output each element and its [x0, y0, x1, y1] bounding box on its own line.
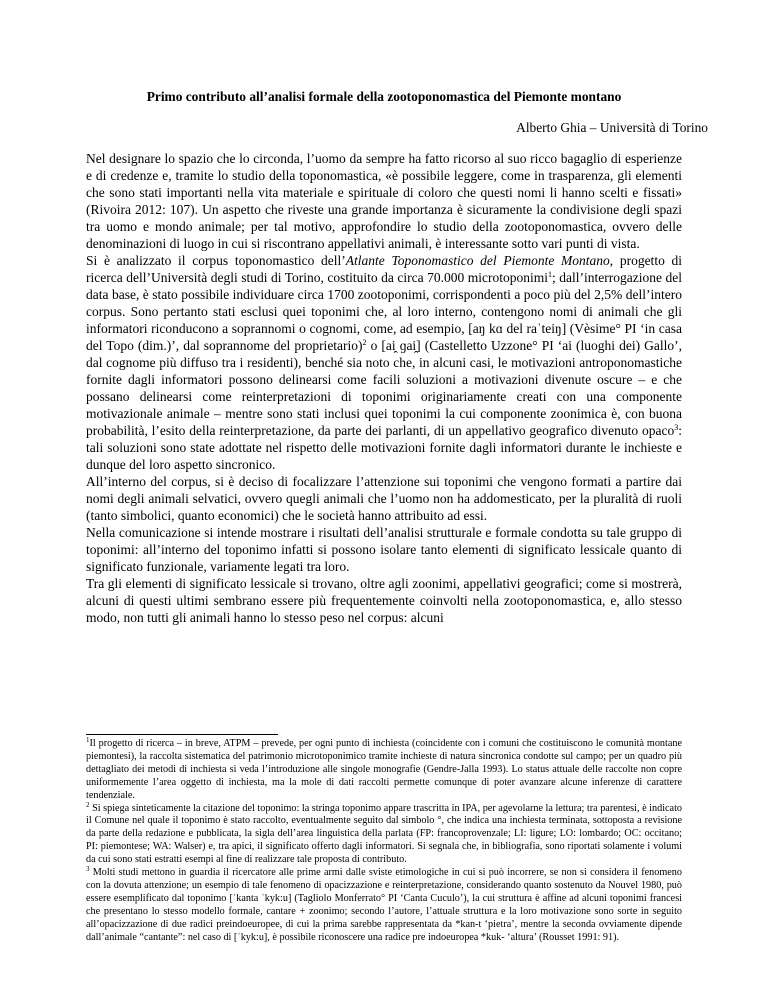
author-line: Alberto Ghia – Università di Torino: [516, 120, 708, 135]
paragraph-2-part-a: Si è analizzato il corpus toponomastico dell’: [86, 253, 346, 268]
document-title: Primo contributo all’analisi formale della zootoponomastica del Piemonte montano: [146, 89, 622, 104]
footnote-1: [86, 738, 682, 803]
paragraph-4: Nella comunicazione si intende mostrare i risultati dell’analisi strutturale e formale condotta su tale gruppo di toponimi: all’interno del toponimo infatti si possono isolare tanto elementi di significato lessicale quanto di significato funzionale, variamente legati tra loro.: [86, 525, 682, 574]
footnote-2: [86, 800, 682, 868]
paragraph-5: Tra gli elementi di significato lessicale si trovano, oltre agli zoonimi, appellativi geografici; come si mostrerà, alcuni di questi ultimi sembrano essere più frequentemente coinvolti nella zootoponomastica, e, allo stesso modo, non tutti gli animali hanno lo stesso peso nel corpus: alcuni: [86, 576, 682, 625]
atlas-title: Atlante Toponomastico del Piemonte Montano: [345, 253, 610, 268]
footnote-ref-2[interactable]: 2: [362, 338, 367, 347]
footnote-separator: [86, 734, 278, 735]
footnote-mark-2: 2: [86, 800, 90, 809]
footnote-ref-3[interactable]: 3: [674, 423, 679, 432]
paragraph-2: [86, 252, 682, 473]
footnote-ref-1[interactable]: 1: [548, 270, 553, 279]
footnote-3: [86, 867, 682, 944]
paragraph-2-part-e: : tali soluzioni sono state adottate nel rispetto delle motivazioni fornite dagli informatori durante le inchieste e dunque del loro aspetto sincronico.: [86, 423, 682, 472]
footnotes: [86, 738, 682, 945]
paragraph-2-part-d: o [ai̯ ɡai̯] (Castelletto Uzzone° PI ‘ai (luoghi dei) Gallo’, dal cognome più diffuso tra i residenti), benché sia noto che, in alcuni casi, le motivazioni antroponomastiche fornite dagli informatori possono delinearsi come facili soluzioni a motivazioni divenute oscure – e che possano delinearsi come reinterpretazioni di toponimi originariamente creati con una componente motivazionale animale – mentre sono stati inclusi quei toponimi la cui componente zoonimica è, con buona probabilità, l’esito della reinterpretazione, da parte dei parlanti, di un appellativo geografico divenuto opaco: [86, 338, 682, 438]
body-text: [86, 150, 682, 626]
paragraph-3: All’interno del corpus, si è deciso di focalizzare l’attenzione sui toponimi che vengono formati a partire dai nomi degli animali selvatici, ovvero quegli animali che l’uomo non ha addomesticato, per la pluralità di ruoli (tanto simbolici, quanto economici) che le società hanno attribuito ad essi.: [86, 474, 682, 523]
paragraph-2-part-b: , progetto di ricerca dell’Università degli studi di Torino, costituito da circa 70.000 microtoponimi: [86, 253, 682, 285]
footnote-1-text: Il progetto di ricerca – in breve, ATPM – prevede, per ogni punto di inchiesta (coincidente con i comuni che costituiscono le comunità montane piemontesi), la raccolta sistematica del patrimonio microtoponimico tramite inchieste di natura sincronica condotte sul campo; per un quadro più dettagliato dei metodi di inchiesta si veda l’introduzione alle singole monografie (Gendre-Jalla 1993). Lo status attuale delle raccolte non copre uniformemente l’area oggetto di inchiesta, ma la mole di dati raccolti permette comunque di poter avanzare alcune inferenze di carattere tendenziale.: [86, 738, 682, 801]
footnote-mark-1: 1: [86, 736, 90, 744]
footnote-3-text: Molti studi mettono in guardia il ricercatore alle prime armi dalle sviste etimologiche in cui si può incorrere, se non si considera il fenomeno con la dovuta attenzione; un esempio di tale fenomeno di opacizzazione e reinterpretazione, considerando quanto sostenuto da Nouvel 1980, può essere esemplificato dal toponimo [ˈkanta ˈkyk:u] (Tagliolo Monferrato° PI ‘Canta Cuculo’), la cui struttura è affine ad alcuni toponimi francesi che presentano lo stesso modello formale, cantare + zoonimo; secondo l’autore, l’attuale struttura e la loro motivazione sono sorte in seguito all’opacizzazione di due radici preindoeuropee, di cui la prima sarebbe rappresentata da *kan-t ‘pietra’, mentre la seconda ovviamente dipende dall’animale “cantante”: nel caso di [ˈkyk:u], è possibile riconoscere una radice pre indoeuropea *kuk- ‘altura’ (Rousset 1991: 91).: [86, 867, 682, 943]
footnote-2-text: Si spiega sinteticamente la citazione del toponimo: la stringa toponimo appare trascritta in IPA, per agevolarne la lettura; tra parentesi, è indicato il Comune nel quale il toponimo è stato raccolto, eventualmente seguito dal simbolo °, che indica una inchiesta terminata, sottoposta a revisione da parte della redazione e pubblicata, la sigla dell’area linguistica della parlata (FP: francoprovenzale; LI: ligure; LO: lombardo; OC: occitano; PI: piemontese; WA: Walser) e, tra apici, il significato offerto dagli informatori. Si segnala che, in bibliografia, sono riportati solamente i volumi da cui sono stati estratti esempi al fine di realizzare tale proposta di contributo.: [86, 802, 682, 866]
paragraph-2-part-c: ; dall’interrogazione del data base, è stato possibile individuare circa 1700 zootoponimi, corrispondenti a poco più del 2,5% dell’intero corpus. Sono pertanto stati esclusi quei toponimi che, al loro interno, contengono nomi di animali che gli informatori riconducono a soprannomi o cognomi, come, ad esempio, [aŋ kɑ del raˈteiŋ] (Vèsime° PI ‘in casa del Topo (dim.)’, dal soprannome del proprietario): [86, 270, 682, 353]
paragraph-1: Nel designare lo spazio che lo circonda, l’uomo da sempre ha fatto ricorso al suo ricco bagaglio di esperienze e di credenze e, tramite lo studio della toponomastica, «è possibile leggere, come in trasparenza, gli elementi che sono stati importanti nella vita materiale e spirituale di coloro che questi nomi li hanno scelti e fissati» (Rivoira 2012: 107). Un aspetto che riveste una grande importanza è sicuramente la condivisione degli spazi tra uomo e mondo animale; per tal motivo, approfondire lo studio della zootoponomastica, ovvero delle denominazioni di luogo in cui si riscontrano appellativi animali, è interessante sotto vari punti di vista.: [86, 151, 682, 251]
footnote-mark-3: 3: [86, 865, 90, 874]
